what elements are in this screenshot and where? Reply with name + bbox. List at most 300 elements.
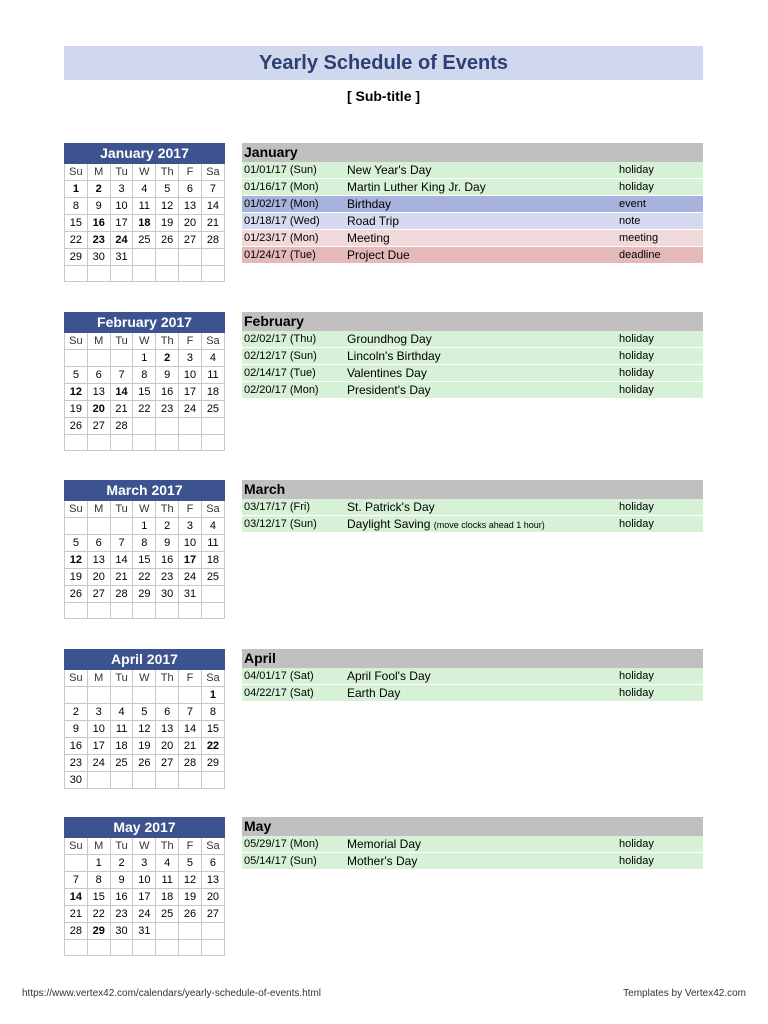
calendar-day: 26 xyxy=(65,418,88,435)
calendar-day: 23 xyxy=(65,755,88,772)
calendar-day xyxy=(65,940,88,956)
calendar-day xyxy=(87,266,110,282)
event-row xyxy=(242,516,703,533)
calendar-day: 15 xyxy=(133,384,156,401)
calendar-day: 11 xyxy=(201,535,224,552)
calendar-day: 14 xyxy=(65,889,88,906)
calendar-day xyxy=(65,855,88,872)
weekday-label: Tu xyxy=(110,164,133,181)
calendar-day: 22 xyxy=(133,401,156,418)
calendar-day: 16 xyxy=(110,889,133,906)
calendar-day xyxy=(179,687,202,704)
event-list xyxy=(242,312,703,399)
weekday-label: Su xyxy=(65,838,88,855)
event-name xyxy=(347,162,617,178)
calendar-day: 10 xyxy=(87,721,110,738)
event-date: 03/12/17 (Sun) xyxy=(244,518,317,530)
calendar-day xyxy=(87,435,110,451)
calendar-day: 26 xyxy=(156,232,179,249)
event-row xyxy=(242,499,703,516)
calendar-day: 27 xyxy=(179,232,202,249)
calendar-day: 23 xyxy=(87,232,110,249)
event-name xyxy=(347,365,617,381)
event-name xyxy=(347,331,617,347)
weekday-label: W xyxy=(133,670,156,687)
calendar-day: 4 xyxy=(156,855,179,872)
calendar-week-row xyxy=(65,384,225,401)
event-name-text: Mother's Day xyxy=(347,854,418,868)
calendar-week-row xyxy=(65,232,225,249)
calendar-day: 12 xyxy=(65,384,88,401)
calendar-day: 8 xyxy=(65,198,88,215)
calendar-day: 28 xyxy=(110,418,133,435)
calendar-day: 25 xyxy=(133,232,156,249)
calendar-day xyxy=(201,249,224,266)
calendar-day xyxy=(133,603,156,619)
calendar-day: 9 xyxy=(87,198,110,215)
calendar-day xyxy=(179,249,202,266)
calendar-week-row xyxy=(65,755,225,772)
calendar-day xyxy=(133,435,156,451)
event-row xyxy=(242,365,703,382)
weekday-label: Th xyxy=(156,501,179,518)
weekday-label: W xyxy=(133,501,156,518)
calendar-day: 1 xyxy=(133,518,156,535)
event-type: holiday xyxy=(619,181,654,193)
event-list-header: May xyxy=(242,817,703,836)
calendar-day xyxy=(179,603,202,619)
event-row xyxy=(242,836,703,853)
event-name-text: Groundhog Day xyxy=(347,332,432,346)
event-type: holiday xyxy=(619,670,654,682)
calendar-day: 30 xyxy=(156,586,179,603)
calendar-day: 7 xyxy=(201,181,224,198)
event-row xyxy=(242,685,703,702)
event-row xyxy=(242,179,703,196)
calendar-month-title: January 2017 xyxy=(65,144,225,164)
calendar-day: 26 xyxy=(179,906,202,923)
event-name xyxy=(347,247,617,263)
weekday-label: F xyxy=(179,164,202,181)
event-row xyxy=(242,382,703,399)
calendar-day xyxy=(201,418,224,435)
calendar-day: 29 xyxy=(133,586,156,603)
event-list-header: February xyxy=(242,312,703,331)
calendar-day: 15 xyxy=(65,215,88,232)
calendar-day: 25 xyxy=(110,755,133,772)
calendar-day: 19 xyxy=(65,569,88,586)
calendar-day: 5 xyxy=(133,704,156,721)
calendar-day xyxy=(110,350,133,367)
calendar-day: 15 xyxy=(87,889,110,906)
calendar-day: 14 xyxy=(110,552,133,569)
calendar-week-row xyxy=(65,906,225,923)
event-type: deadline xyxy=(619,249,661,261)
calendar-day: 1 xyxy=(65,181,88,198)
calendar-week-row xyxy=(65,872,225,889)
weekday-label: Su xyxy=(65,333,88,350)
calendar-day: 22 xyxy=(201,738,224,755)
event-row xyxy=(242,331,703,348)
weekday-label: Th xyxy=(156,670,179,687)
event-date: 04/22/17 (Sat) xyxy=(244,687,314,699)
calendar-day: 2 xyxy=(156,518,179,535)
calendar-day: 23 xyxy=(156,569,179,586)
calendar-day: 17 xyxy=(179,384,202,401)
event-type: holiday xyxy=(619,333,654,345)
calendar-day: 19 xyxy=(65,401,88,418)
event-name-text: St. Patrick's Day xyxy=(347,500,435,514)
calendar-day: 3 xyxy=(179,518,202,535)
weekday-label: W xyxy=(133,333,156,350)
calendar-day: 24 xyxy=(87,755,110,772)
weekday-label: Sa xyxy=(201,164,224,181)
event-list xyxy=(242,817,703,870)
event-type: holiday xyxy=(619,164,654,176)
calendar-week-row xyxy=(65,569,225,586)
calendar-day xyxy=(156,266,179,282)
calendar-day xyxy=(133,940,156,956)
event-row xyxy=(242,668,703,685)
weekday-label: M xyxy=(87,670,110,687)
calendar-week-row xyxy=(65,215,225,232)
calendar-day: 8 xyxy=(133,367,156,384)
weekday-label: Su xyxy=(65,501,88,518)
event-row xyxy=(242,196,703,213)
event-row xyxy=(242,213,703,230)
event-name-text: Earth Day xyxy=(347,686,401,700)
calendar-month-title: April 2017 xyxy=(65,650,225,670)
calendar-week-row xyxy=(65,855,225,872)
calendar-day xyxy=(179,435,202,451)
event-name xyxy=(347,179,617,195)
event-name xyxy=(347,196,617,212)
calendar-day xyxy=(110,518,133,535)
calendar-day: 25 xyxy=(201,401,224,418)
weekday-label: M xyxy=(87,838,110,855)
calendar-day xyxy=(65,266,88,282)
weekday-label: M xyxy=(87,164,110,181)
calendar-day: 28 xyxy=(110,586,133,603)
calendar-day: 27 xyxy=(156,755,179,772)
calendar-day xyxy=(156,603,179,619)
calendar-day: 16 xyxy=(87,215,110,232)
calendar-day xyxy=(110,687,133,704)
event-type: holiday xyxy=(619,518,654,530)
event-name-text: New Year's Day xyxy=(347,163,432,177)
calendar-day: 11 xyxy=(110,721,133,738)
calendar-day: 19 xyxy=(179,889,202,906)
event-list-header: April xyxy=(242,649,703,668)
event-date: 01/02/17 (Mon) xyxy=(244,198,319,210)
calendar-week-row xyxy=(65,586,225,603)
calendar-day: 17 xyxy=(110,215,133,232)
calendar-day: 21 xyxy=(201,215,224,232)
calendar-day xyxy=(133,249,156,266)
event-name-text: Memorial Day xyxy=(347,837,422,851)
month-block xyxy=(64,312,703,453)
calendar-day: 2 xyxy=(110,855,133,872)
event-date: 01/01/17 (Sun) xyxy=(244,164,317,176)
calendar-month-title: March 2017 xyxy=(65,481,225,501)
calendar-day: 13 xyxy=(87,552,110,569)
calendar-day: 4 xyxy=(201,518,224,535)
event-date: 01/18/17 (Wed) xyxy=(244,215,320,227)
calendar-day: 7 xyxy=(110,535,133,552)
calendar-day: 7 xyxy=(179,704,202,721)
event-name-text: President's Day xyxy=(347,383,431,397)
event-type: holiday xyxy=(619,367,654,379)
calendar-day: 17 xyxy=(179,552,202,569)
calendar-day: 30 xyxy=(65,772,88,789)
event-row xyxy=(242,348,703,365)
calendar-day xyxy=(110,266,133,282)
mini-calendar xyxy=(64,312,225,451)
event-name xyxy=(347,668,617,684)
calendar-day xyxy=(133,418,156,435)
calendar-week-row xyxy=(65,923,225,940)
event-type: holiday xyxy=(619,687,654,699)
calendar-day: 30 xyxy=(110,923,133,940)
calendar-day: 10 xyxy=(133,872,156,889)
event-date: 05/14/17 (Sun) xyxy=(244,855,317,867)
calendar-day: 4 xyxy=(110,704,133,721)
calendar-week-row xyxy=(65,350,225,367)
calendar-day: 12 xyxy=(179,872,202,889)
event-type: holiday xyxy=(619,384,654,396)
weekday-label: Su xyxy=(65,164,88,181)
calendar-day: 17 xyxy=(133,889,156,906)
event-name xyxy=(347,348,617,364)
calendar-day: 26 xyxy=(65,586,88,603)
calendar-week-row xyxy=(65,603,225,619)
weekday-label: Th xyxy=(156,838,179,855)
calendar-week-row xyxy=(65,401,225,418)
event-date: 04/01/17 (Sat) xyxy=(244,670,314,682)
weekday-label: M xyxy=(87,333,110,350)
calendar-week-row xyxy=(65,181,225,198)
calendar-day: 6 xyxy=(87,367,110,384)
event-list xyxy=(242,143,703,264)
calendar-day: 31 xyxy=(179,586,202,603)
calendar-day: 12 xyxy=(156,198,179,215)
calendar-week-row xyxy=(65,198,225,215)
event-date: 02/20/17 (Mon) xyxy=(244,384,319,396)
event-name-text: Road Trip xyxy=(347,214,400,228)
calendar-week-row xyxy=(65,518,225,535)
calendar-day xyxy=(133,772,156,789)
calendar-day: 9 xyxy=(156,367,179,384)
calendar-day: 6 xyxy=(156,704,179,721)
event-name-text: Lincoln's Birthday xyxy=(347,349,441,363)
calendar-day xyxy=(179,923,202,940)
calendar-day: 28 xyxy=(201,232,224,249)
calendar-day: 12 xyxy=(133,721,156,738)
calendar-day xyxy=(65,687,88,704)
calendar-day: 24 xyxy=(133,906,156,923)
event-type: holiday xyxy=(619,855,654,867)
weekday-label: Th xyxy=(156,333,179,350)
month-block xyxy=(64,817,703,958)
weekday-label: F xyxy=(179,670,202,687)
event-list-header: March xyxy=(242,480,703,499)
event-name-text: April Fool's Day xyxy=(347,669,431,683)
event-date: 05/29/17 (Mon) xyxy=(244,838,319,850)
event-name xyxy=(347,836,617,852)
month-block xyxy=(64,649,703,790)
calendar-day: 13 xyxy=(179,198,202,215)
calendar-day xyxy=(179,418,202,435)
calendar-day: 20 xyxy=(87,401,110,418)
event-name-text: Meeting xyxy=(347,231,390,245)
calendar-week-row xyxy=(65,367,225,384)
calendar-day: 27 xyxy=(87,418,110,435)
event-type: holiday xyxy=(619,838,654,850)
weekday-label: Sa xyxy=(201,670,224,687)
calendar-day: 25 xyxy=(201,569,224,586)
calendar-day: 5 xyxy=(179,855,202,872)
weekday-label: Sa xyxy=(201,501,224,518)
footer-url[interactable]: https://www.vertex42.com/calendars/yearly-schedule-of-events.html xyxy=(22,988,322,999)
calendar-day xyxy=(179,772,202,789)
calendar-day: 30 xyxy=(87,249,110,266)
calendar-day xyxy=(156,940,179,956)
calendar-week-row xyxy=(65,418,225,435)
weekday-label: Sa xyxy=(201,333,224,350)
calendar-day xyxy=(201,772,224,789)
month-block xyxy=(64,480,703,621)
calendar-day: 19 xyxy=(133,738,156,755)
calendar-day xyxy=(201,940,224,956)
calendar-day xyxy=(87,518,110,535)
event-name-text: Martin Luther King Jr. Day xyxy=(347,180,486,194)
calendar-day: 10 xyxy=(179,367,202,384)
footer-credit: Templates by Vertex42.com xyxy=(623,988,746,999)
calendar-day: 7 xyxy=(110,367,133,384)
calendar-day: 14 xyxy=(201,198,224,215)
calendar-day: 13 xyxy=(87,384,110,401)
calendar-day: 16 xyxy=(156,384,179,401)
event-type: holiday xyxy=(619,350,654,362)
calendar-day: 9 xyxy=(156,535,179,552)
calendar-day: 27 xyxy=(201,906,224,923)
calendar-day: 17 xyxy=(87,738,110,755)
calendar-week-row xyxy=(65,687,225,704)
calendar-day xyxy=(110,435,133,451)
calendar-day: 31 xyxy=(133,923,156,940)
calendar-day: 20 xyxy=(179,215,202,232)
calendar-day: 24 xyxy=(179,401,202,418)
calendar-day: 21 xyxy=(65,906,88,923)
mini-calendar xyxy=(64,480,225,619)
calendar-day xyxy=(201,603,224,619)
calendar-day: 10 xyxy=(110,198,133,215)
calendar-day: 29 xyxy=(87,923,110,940)
calendar-day: 22 xyxy=(87,906,110,923)
event-name xyxy=(347,685,617,701)
calendar-day: 4 xyxy=(201,350,224,367)
calendar-day: 26 xyxy=(133,755,156,772)
calendar-day xyxy=(133,687,156,704)
calendar-day xyxy=(156,923,179,940)
calendar-day: 23 xyxy=(110,906,133,923)
weekday-label: W xyxy=(133,838,156,855)
event-name xyxy=(347,516,617,532)
weekday-label: W xyxy=(133,164,156,181)
calendar-day: 29 xyxy=(201,755,224,772)
calendar-day: 1 xyxy=(201,687,224,704)
calendar-day: 28 xyxy=(65,923,88,940)
event-name-text: Project Due xyxy=(347,248,410,262)
calendar-day xyxy=(201,266,224,282)
event-type: event xyxy=(619,198,646,210)
event-name xyxy=(347,230,617,246)
calendar-day: 21 xyxy=(110,401,133,418)
calendar-day: 19 xyxy=(156,215,179,232)
calendar-day: 3 xyxy=(110,181,133,198)
calendar-day: 25 xyxy=(156,906,179,923)
calendar-day xyxy=(110,940,133,956)
event-name-text: Daylight Saving xyxy=(347,517,431,531)
calendar-day: 8 xyxy=(133,535,156,552)
mini-calendar xyxy=(64,143,225,282)
weekday-label: Tu xyxy=(110,333,133,350)
event-row xyxy=(242,853,703,870)
calendar-day: 8 xyxy=(201,704,224,721)
calendar-day: 9 xyxy=(110,872,133,889)
calendar-day: 21 xyxy=(179,738,202,755)
calendar-day xyxy=(87,940,110,956)
calendar-day xyxy=(87,350,110,367)
calendar-month-title: May 2017 xyxy=(65,818,225,838)
event-name xyxy=(347,382,617,398)
calendar-day: 28 xyxy=(179,755,202,772)
calendar-day: 6 xyxy=(87,535,110,552)
event-note: (move clocks ahead 1 hour) xyxy=(433,520,545,530)
calendar-day: 12 xyxy=(65,552,88,569)
weekday-label: Tu xyxy=(110,501,133,518)
calendar-day: 3 xyxy=(87,704,110,721)
calendar-day: 13 xyxy=(156,721,179,738)
weekday-label: M xyxy=(87,501,110,518)
event-list xyxy=(242,649,703,702)
calendar-day: 10 xyxy=(179,535,202,552)
calendar-day: 18 xyxy=(156,889,179,906)
calendar-day xyxy=(179,266,202,282)
page-subtitle: [ Sub-title ] xyxy=(346,88,421,104)
calendar-day: 24 xyxy=(179,569,202,586)
calendar-day: 18 xyxy=(110,738,133,755)
calendar-day: 22 xyxy=(133,569,156,586)
calendar-day xyxy=(65,518,88,535)
event-date: 03/17/17 (Fri) xyxy=(244,501,311,513)
calendar-day: 11 xyxy=(156,872,179,889)
month-block xyxy=(64,143,703,284)
calendar-day: 14 xyxy=(179,721,202,738)
calendar-day: 29 xyxy=(65,249,88,266)
event-type: holiday xyxy=(619,501,654,513)
calendar-day: 16 xyxy=(156,552,179,569)
mini-calendar xyxy=(64,649,225,789)
calendar-day: 11 xyxy=(133,198,156,215)
calendar-day: 16 xyxy=(65,738,88,755)
calendar-week-row xyxy=(65,721,225,738)
event-name xyxy=(347,853,617,869)
page-title: Yearly Schedule of Events xyxy=(64,46,703,80)
event-row xyxy=(242,247,703,264)
weekday-label: Tu xyxy=(110,670,133,687)
calendar-day: 27 xyxy=(87,586,110,603)
